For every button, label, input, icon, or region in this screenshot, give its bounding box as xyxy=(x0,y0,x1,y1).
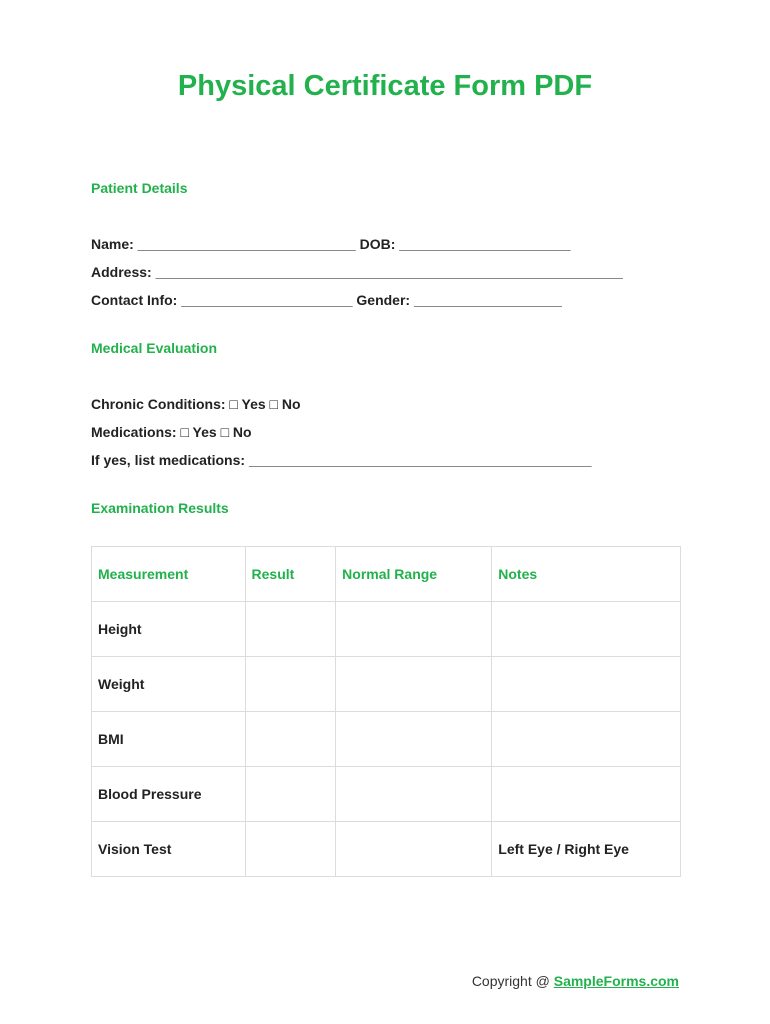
page-title: Physical Certificate Form PDF xyxy=(177,70,593,102)
header-notes: Notes xyxy=(492,547,681,602)
result-cell[interactable] xyxy=(245,602,336,657)
notes-cell[interactable] xyxy=(492,602,681,657)
result-cell[interactable] xyxy=(245,767,336,822)
name-dob-line: Name: ____________________________ DOB: ______________________ xyxy=(91,236,571,252)
contact-gender-line: Contact Info: ______________________ Gender: ___________________ xyxy=(91,292,562,308)
result-cell[interactable] xyxy=(245,657,336,712)
table-row xyxy=(92,712,681,767)
brand-link[interactable]: SampleForms.com xyxy=(553,973,679,989)
table-row xyxy=(92,657,681,712)
measurement-cell: Vision Test xyxy=(92,822,246,877)
measurement-cell: BMI xyxy=(92,712,246,767)
measurement-cell: Blood Pressure xyxy=(92,767,246,822)
address-line: Address: ____________________________________________________________ xyxy=(91,264,623,280)
footer-copyright xyxy=(472,973,679,989)
header-measurement: Measurement xyxy=(92,547,246,602)
table-row xyxy=(92,602,681,657)
table-header-row xyxy=(92,547,681,602)
header-normal-range: Normal Range xyxy=(336,547,492,602)
medications-line: Medications: □ Yes □ No xyxy=(91,424,252,440)
copyright-text: Copyright @ xyxy=(471,973,554,989)
result-cell[interactable] xyxy=(245,822,336,877)
normal-range-cell[interactable] xyxy=(336,767,492,822)
chronic-conditions-line: Chronic Conditions: □ Yes □ No xyxy=(91,396,301,412)
examination-table xyxy=(91,546,681,877)
section-examination-results: Examination Results xyxy=(91,500,229,516)
normal-range-cell[interactable] xyxy=(336,712,492,767)
normal-range-cell[interactable] xyxy=(336,602,492,657)
list-medications-line: If yes, list medications: ____________________________________________ xyxy=(91,452,592,468)
notes-cell[interactable] xyxy=(492,657,681,712)
notes-cell[interactable] xyxy=(492,712,681,767)
header-result: Result xyxy=(245,547,336,602)
section-medical-evaluation: Medical Evaluation xyxy=(91,340,218,356)
section-patient-details: Patient Details xyxy=(91,180,188,196)
result-cell[interactable] xyxy=(245,712,336,767)
table-row xyxy=(92,822,681,877)
table-row xyxy=(92,767,681,822)
normal-range-cell[interactable] xyxy=(336,657,492,712)
notes-cell[interactable] xyxy=(492,767,681,822)
measurement-cell: Weight xyxy=(92,657,246,712)
notes-cell[interactable]: Left Eye / Right Eye xyxy=(492,822,681,877)
normal-range-cell[interactable] xyxy=(336,822,492,877)
measurement-cell: Height xyxy=(92,602,246,657)
